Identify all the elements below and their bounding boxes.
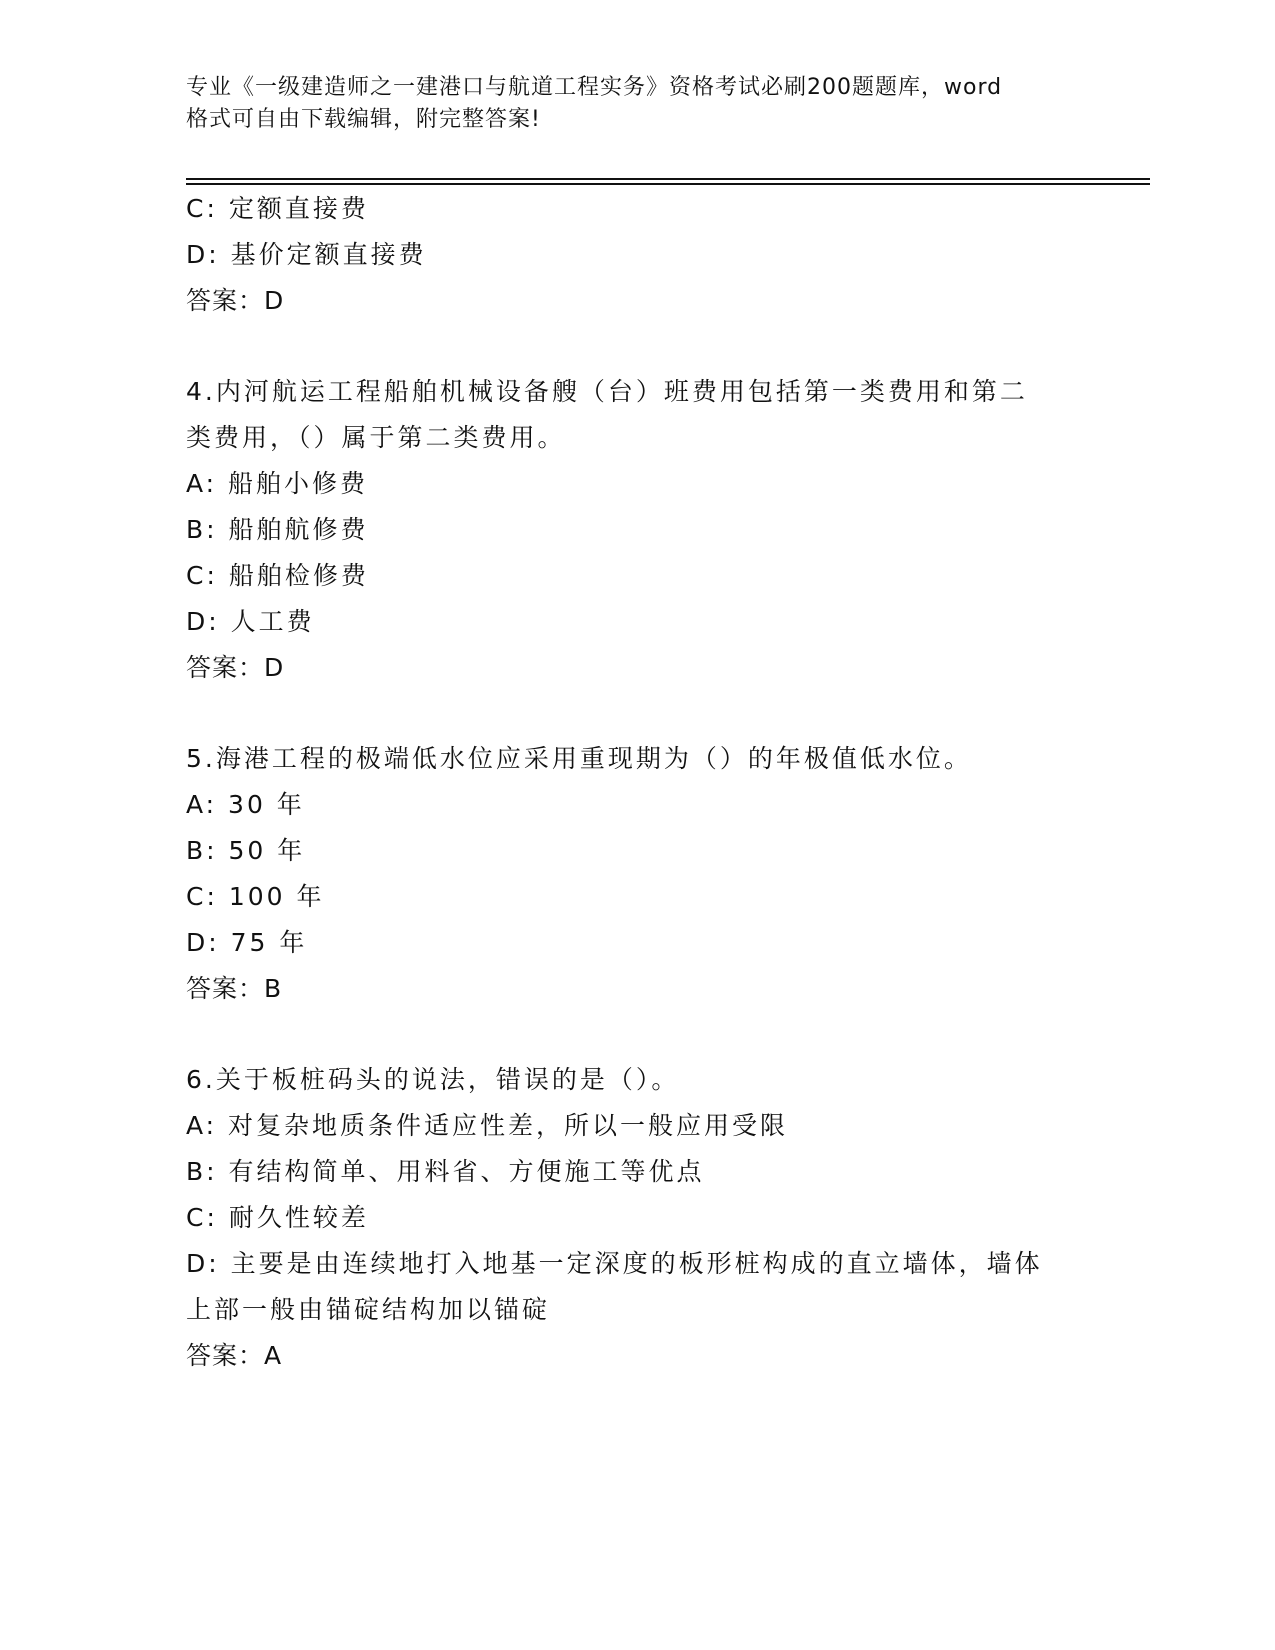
option-a: A: 30 年 (186, 790, 305, 819)
answer-line: 答案：A (186, 1341, 283, 1370)
question-stem: 5.海港工程的极端低水位应采用重现期为（）的年极值低水位。 (186, 744, 972, 773)
question-content (186, 186, 1086, 1379)
header-divider-top (186, 178, 1150, 180)
option-b: B: 有结构简单、用料省、方便施工等优点 (186, 1157, 705, 1186)
question-stem: 4.内河航运工程船舶机械设备艘（台）班费用包括第一类费用和第二 (186, 377, 1028, 406)
answer-line: 答案：D (186, 286, 285, 315)
option-d-cont: 上部一般由锚碇结构加以锚碇 (186, 1295, 551, 1324)
document-header (186, 72, 1066, 136)
header-line-1: 专业《一级建造师之一建港口与航道工程实务》资格考试必刷200题题库，word (186, 75, 1003, 100)
question-5 (186, 736, 1086, 1012)
answer-line: 答案：D (186, 653, 285, 682)
option-c: C: 船舶检修费 (186, 561, 369, 590)
option-c: C: 定额直接费 (186, 194, 369, 223)
question-4 (186, 369, 1086, 691)
question-3-tail (186, 186, 1086, 324)
option-b: B: 船舶航修费 (186, 515, 369, 544)
option-b: B: 50 年 (186, 836, 306, 865)
question-6 (186, 1057, 1086, 1379)
option-a: A: 船舶小修费 (186, 469, 369, 498)
question-stem-cont: 类费用，（）属于第二类费用。 (186, 423, 566, 452)
header-line-2: 格式可自由下载编辑，附完整答案! (186, 107, 541, 132)
header-divider-bottom (186, 183, 1150, 185)
option-d: D: 人工费 (186, 607, 315, 636)
question-stem: 6.关于板桩码头的说法，错误的是（）。 (186, 1065, 680, 1094)
option-d: D: 主要是由连续地打入地基一定深度的板形桩构成的直立墙体，墙体 (186, 1249, 1043, 1278)
option-c: C: 耐久性较差 (186, 1203, 369, 1232)
option-d: D: 75 年 (186, 928, 308, 957)
answer-line: 答案：B (186, 974, 283, 1003)
option-d: D: 基价定额直接费 (186, 240, 427, 269)
option-a: A: 对复杂地质条件适应性差，所以一般应用受限 (186, 1111, 789, 1140)
option-c: C: 100 年 (186, 882, 325, 911)
